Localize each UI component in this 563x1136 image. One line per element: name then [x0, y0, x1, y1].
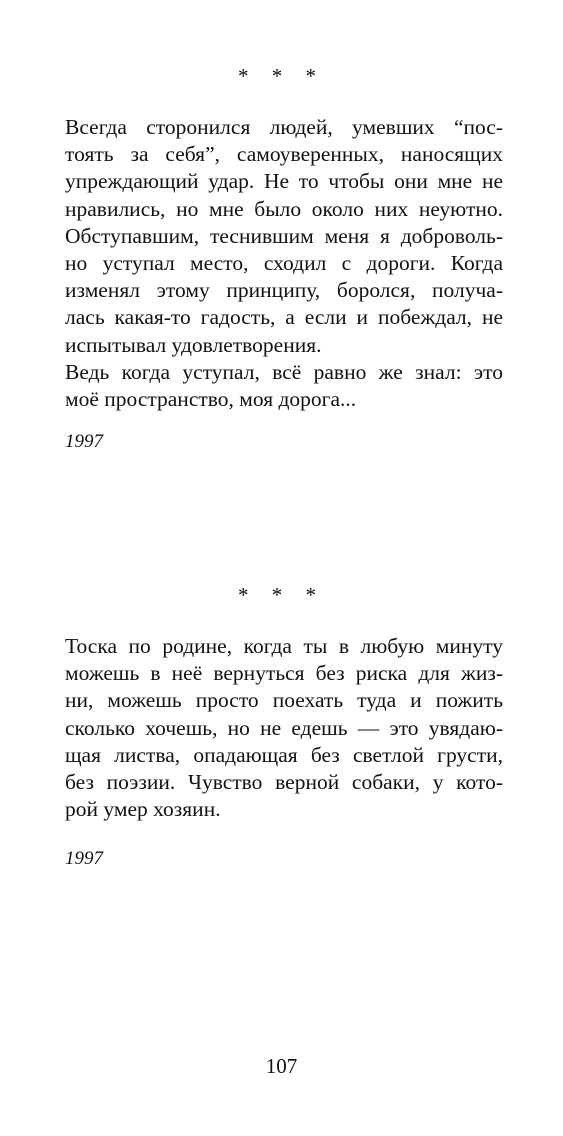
section-separator: * * *: [238, 64, 325, 88]
text-line: Всегда сторонился людей, умевших “пос-: [65, 115, 503, 139]
text-line: Обступавшим, теснившим меня я доброволь-: [65, 223, 503, 248]
text-line: моё пространство, моя дорога...: [65, 386, 357, 411]
text-line: сколько хочешь, но не едешь — это увядаю-: [65, 715, 503, 740]
text-line: щая листва, опадающая без светлой грусти,: [65, 742, 503, 767]
text-line: Тоска по родине, когда ты в любую минуту: [65, 634, 503, 658]
text-line: нравились, но мне было около них неуютно.: [65, 196, 503, 221]
text-line: ни, можешь просто поехать туда и пожить: [65, 688, 503, 713]
text-line: но уступал место, сходил с дороги. Когда: [65, 250, 503, 275]
section-separator: * * *: [238, 583, 325, 607]
page-number: 107: [265, 1054, 298, 1078]
text-line: испытывал удовлетворения.: [65, 332, 322, 357]
text-line: упреждающий удар. Не то чтобы они мне не: [65, 169, 503, 194]
prose-paragraph: [65, 633, 503, 823]
year-label: 1997: [65, 431, 103, 452]
text-line: изменял этому принципу, боролся, получа-: [65, 278, 503, 303]
text-line: без поэзии. Чувство верной собаки, у кото-: [65, 769, 503, 794]
text-line: лась какая-то гадость, а если и побеждал, не: [65, 305, 503, 330]
text-line: тоять за себя”, самоуверенных, наносящих: [65, 142, 503, 167]
prose-paragraph: [65, 114, 503, 413]
text-line: можешь в неё вернуться без риска для жиз-: [65, 661, 503, 686]
text-line: Ведь когда уступал, всё равно же знал: это: [65, 359, 503, 384]
year-label: 1997: [65, 848, 103, 869]
text-line: рой умер хозяин.: [65, 797, 221, 822]
